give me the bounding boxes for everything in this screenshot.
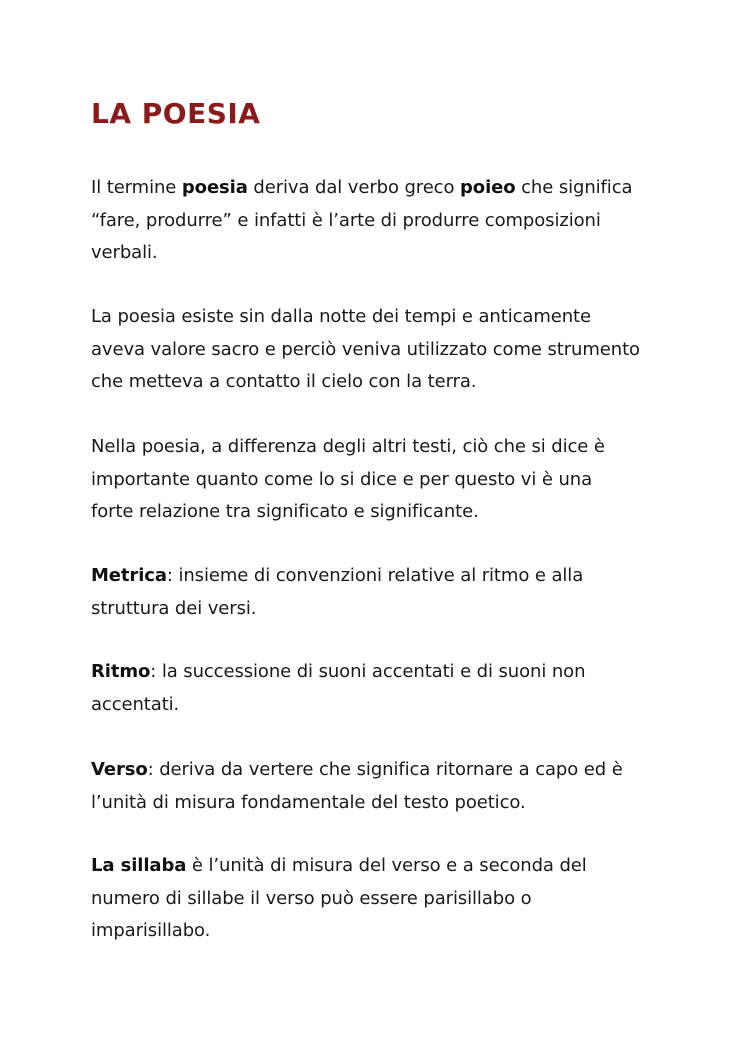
bold-term-sillaba: La sillaba	[91, 855, 187, 876]
bold-term-poieo: poieo	[460, 177, 516, 198]
text: aveva valore sacro e perciò veniva utilizzato come strumento	[91, 338, 640, 360]
text: è l’unità di misura del verso e a seconda del	[186, 855, 587, 876]
text: verbali.	[91, 242, 158, 263]
bold-term-ritmo: Ritmo	[91, 661, 151, 682]
page-title: LA POESIA	[91, 97, 261, 130]
text: La poesia esiste sin dalla notte dei tempi e anticamente	[91, 306, 591, 327]
text: struttura dei versi.	[91, 597, 257, 619]
text: : deriva da vertere che significa ritornare a capo ed è	[147, 759, 623, 780]
paragraph-metrica	[91, 560, 691, 625]
text: che significa	[515, 177, 633, 198]
bold-term-metrica: Metrica	[91, 565, 167, 586]
text: Nella poesia, a differenza degli altri testi, ciò che si dice è	[91, 436, 605, 457]
paragraph-difference	[91, 431, 691, 529]
paragraph-sillaba	[91, 850, 691, 948]
text: “fare, produrre” e infatti è l’arte di produrre composizioni	[91, 209, 601, 231]
bold-term-poesia: poesia	[181, 177, 248, 198]
text: importante quanto come lo si dice e per questo vi è una	[91, 468, 592, 490]
text: : insieme di convenzioni relative al ritmo e alla	[166, 565, 584, 586]
text: Il termine	[91, 177, 182, 198]
text: deriva dal verbo greco	[247, 177, 461, 198]
text: accentati.	[91, 693, 180, 715]
paragraph-ritmo	[91, 656, 691, 721]
text: che metteva a contatto il cielo con la terra.	[91, 371, 477, 392]
bold-term-verso: Verso	[91, 759, 148, 780]
text: imparisillabo.	[91, 920, 211, 941]
text: forte relazione tra significato e significante.	[91, 501, 479, 522]
text: : la successione di suoni accentati e di suoni non	[150, 661, 586, 682]
paragraph-history	[91, 301, 691, 399]
text: numero di sillabe il verso può essere parisillabo o	[91, 887, 532, 909]
paragraph-definition	[91, 172, 691, 270]
paragraph-verso	[91, 754, 691, 819]
text: l’unità di misura fondamentale del testo poetico.	[91, 791, 526, 813]
